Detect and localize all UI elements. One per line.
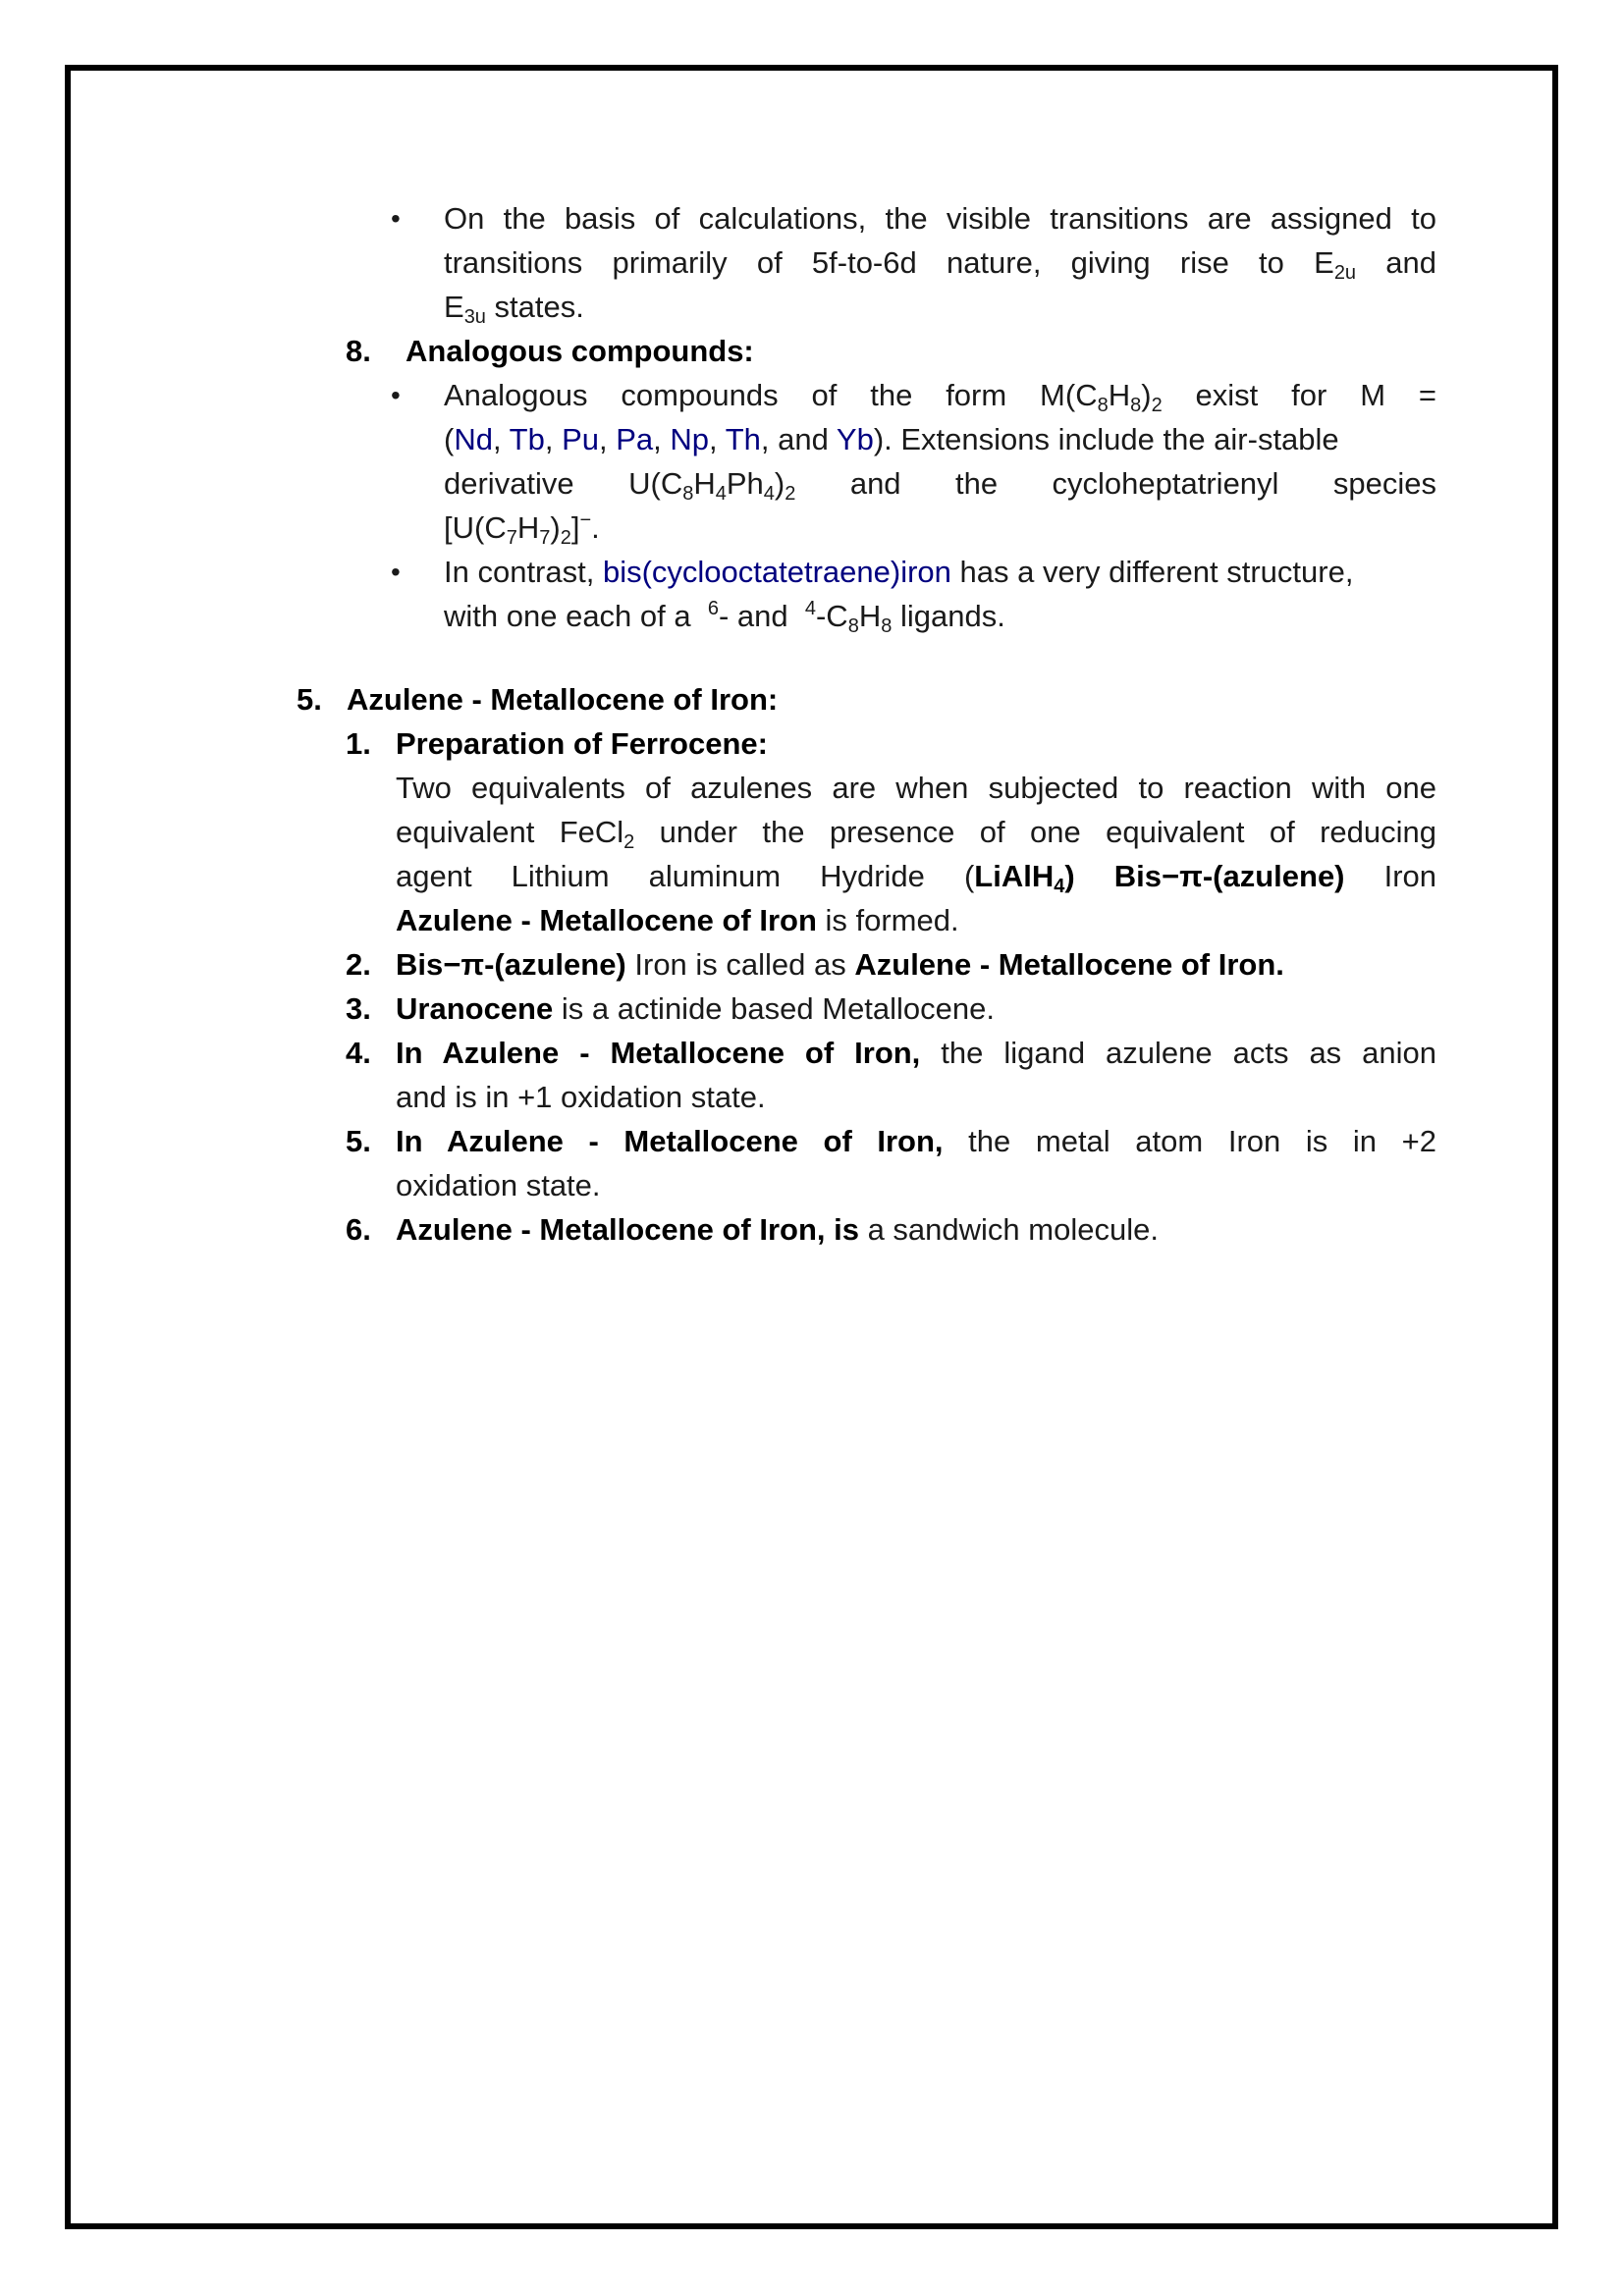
element-link[interactable]: Yb bbox=[836, 422, 874, 456]
element-link[interactable]: Pa bbox=[616, 422, 654, 456]
paragraph-line bbox=[396, 1163, 601, 1207]
section-heading: Azulene - Metallocene of Iron: bbox=[347, 682, 779, 717]
element-link[interactable]: Tb bbox=[509, 422, 545, 456]
text: H bbox=[1108, 378, 1131, 412]
text: , bbox=[544, 422, 563, 456]
text: states. bbox=[485, 290, 584, 324]
compound-link[interactable]: bis(cyclooctatetraene)iron bbox=[602, 555, 951, 589]
text: is a actinide based Metallocene. bbox=[553, 991, 996, 1026]
text: Iron is called as bbox=[625, 947, 855, 982]
subscript: 8 bbox=[682, 483, 694, 505]
bold-text: ) bbox=[1064, 859, 1075, 893]
element-link[interactable]: Th bbox=[725, 422, 761, 456]
element-link[interactable]: Np bbox=[670, 422, 710, 456]
paragraph-line bbox=[396, 854, 1436, 898]
text: has a very different structure, bbox=[950, 555, 1354, 589]
subscript: 4 bbox=[715, 483, 727, 505]
text: , bbox=[598, 422, 617, 456]
section-heading: Analogous compounds: bbox=[406, 334, 754, 368]
bullet-icon: • bbox=[391, 203, 401, 234]
text: ). Extensions include the air-stable bbox=[873, 422, 1339, 456]
text: transitions primarily of 5f-to-6d nature, giving rise to E bbox=[444, 245, 1334, 280]
text: and bbox=[1356, 245, 1436, 280]
list-item bbox=[396, 1031, 1436, 1075]
text: equivalent FeCl bbox=[396, 815, 624, 849]
element-link[interactable]: Pu bbox=[562, 422, 599, 456]
list-number: 6. bbox=[346, 1212, 371, 1247]
subscript: 2 bbox=[623, 831, 635, 853]
text: ] bbox=[570, 510, 580, 545]
section-number: 5. bbox=[297, 682, 322, 717]
text: is formed. bbox=[816, 903, 959, 937]
text: the metal atom Iron is in +2 bbox=[943, 1124, 1436, 1158]
list-item bbox=[396, 987, 995, 1031]
subscript: 4 bbox=[763, 483, 775, 505]
text: Ph bbox=[726, 466, 764, 501]
paragraph-line bbox=[396, 1075, 766, 1119]
subscript: 2 bbox=[785, 483, 796, 505]
text: ligands. bbox=[892, 599, 1005, 633]
text: exist for M = bbox=[1162, 378, 1436, 412]
text: , bbox=[653, 422, 671, 456]
paragraph-line bbox=[444, 461, 1436, 506]
bold-text: Azulene - Metallocene of Iron, is bbox=[396, 1212, 859, 1247]
superscript: 6 bbox=[707, 598, 719, 619]
text: Two equivalents of azulenes are when subjected to reaction with one bbox=[396, 771, 1436, 805]
bold-text: Bis−π-(azulene) bbox=[1074, 859, 1345, 893]
text: , bbox=[492, 422, 510, 456]
text: the ligand azulene acts as anion bbox=[920, 1036, 1437, 1070]
subscript: 8 bbox=[881, 615, 893, 637]
bold-text: In Azulene - Metallocene of Iron, bbox=[396, 1036, 921, 1070]
subscript: 8 bbox=[1097, 395, 1109, 416]
list-number: 8. bbox=[346, 334, 371, 368]
paragraph-line bbox=[444, 240, 1436, 285]
text: H bbox=[516, 510, 540, 545]
subscript: 2 bbox=[560, 527, 571, 549]
subscript: 4 bbox=[1054, 876, 1065, 897]
bullet-icon: • bbox=[391, 557, 401, 587]
list-number: 2. bbox=[346, 947, 371, 982]
text: , and bbox=[760, 422, 837, 456]
paragraph-line bbox=[444, 373, 1436, 417]
subscript: 8 bbox=[847, 615, 859, 637]
text: Iron bbox=[1344, 859, 1436, 893]
text: under the presence of one equivalent of reducing bbox=[634, 815, 1436, 849]
text: In contrast, bbox=[444, 555, 603, 589]
list-number: 4. bbox=[346, 1036, 371, 1070]
paragraph-line bbox=[444, 594, 1005, 638]
text: Analogous compounds of the form M(C bbox=[444, 378, 1098, 412]
text: a sandwich molecule. bbox=[858, 1212, 1159, 1247]
list-item bbox=[396, 942, 1284, 987]
paragraph-line bbox=[444, 196, 1436, 240]
list-item bbox=[396, 1119, 1436, 1163]
text: , bbox=[709, 422, 726, 456]
text: ) bbox=[1141, 378, 1152, 412]
paragraph-line bbox=[444, 285, 584, 329]
paragraph-line bbox=[396, 810, 1436, 854]
paragraph-line bbox=[444, 506, 600, 550]
subsection-heading: Preparation of Ferrocene: bbox=[396, 726, 768, 761]
subscript: 2u bbox=[1333, 262, 1357, 284]
bold-text: In Azulene - Metallocene of Iron, bbox=[396, 1124, 944, 1158]
text: and the cycloheptatrienyl species bbox=[795, 466, 1436, 501]
bold-text: LiAlH bbox=[974, 859, 1055, 893]
list-number: 1. bbox=[346, 726, 371, 761]
bold-text: Azulene - Metallocene of Iron. bbox=[854, 947, 1284, 982]
bullet-icon: • bbox=[391, 380, 401, 410]
text: H bbox=[858, 599, 882, 633]
paragraph-line bbox=[396, 898, 959, 942]
superscript: 4 bbox=[804, 598, 816, 619]
superscript: − bbox=[579, 509, 592, 531]
text: ) bbox=[774, 466, 785, 501]
bold-text: Uranocene bbox=[396, 991, 554, 1026]
text: . bbox=[591, 510, 600, 545]
list-number: 3. bbox=[346, 991, 371, 1026]
text: [U(C bbox=[444, 510, 507, 545]
text: ( bbox=[444, 422, 455, 456]
text: -C bbox=[815, 599, 848, 633]
text: ) bbox=[550, 510, 561, 545]
text: - and bbox=[718, 599, 805, 633]
paragraph-line bbox=[444, 550, 1353, 594]
text: and is in +1 oxidation state. bbox=[396, 1080, 766, 1114]
element-list bbox=[444, 417, 1339, 461]
paragraph-line bbox=[396, 766, 1436, 810]
element-link[interactable]: Nd bbox=[454, 422, 493, 456]
text: derivative U(C bbox=[444, 466, 683, 501]
text: with one each of a bbox=[444, 599, 708, 633]
subscript: 3u bbox=[463, 306, 486, 328]
subscript: 2 bbox=[1151, 395, 1163, 416]
list-item bbox=[396, 1207, 1159, 1252]
list-number: 5. bbox=[346, 1124, 371, 1158]
subscript: 8 bbox=[1130, 395, 1142, 416]
text: oxidation state. bbox=[396, 1168, 601, 1202]
text: E bbox=[444, 290, 464, 324]
subscript: 7 bbox=[506, 527, 517, 549]
subscript: 7 bbox=[539, 527, 551, 549]
bold-text: Azulene - Metallocene of Iron bbox=[396, 903, 817, 937]
paragraph-line bbox=[444, 417, 1436, 461]
text: agent Lithium aluminum Hydride ( bbox=[396, 859, 975, 893]
text: On the basis of calculations, the visible transitions are assigned to bbox=[444, 201, 1436, 236]
bold-text: Bis−π-(azulene) bbox=[396, 947, 626, 982]
text: H bbox=[693, 466, 716, 501]
